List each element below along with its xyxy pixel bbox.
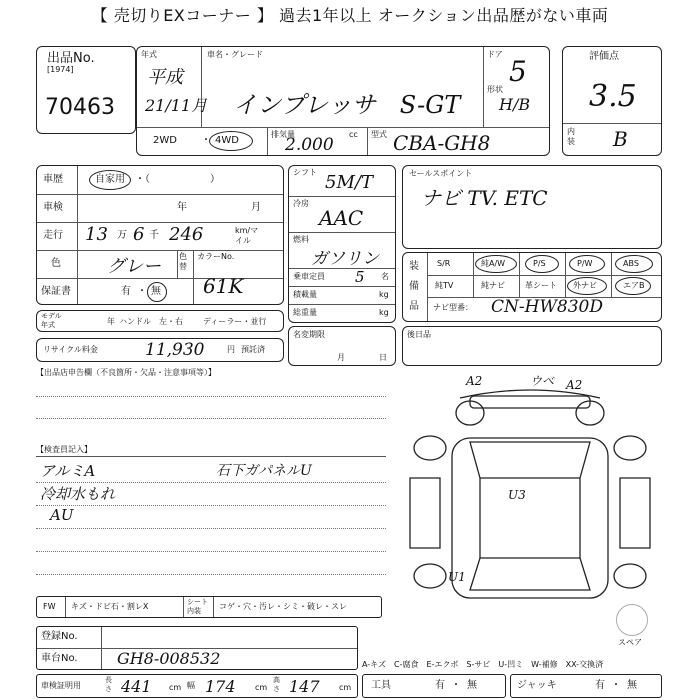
recycle-deposit: 預託済 — [241, 345, 265, 354]
recycle-unit: 円 — [227, 345, 235, 354]
name-change-month: 月 — [337, 353, 345, 362]
tools-row: 工具 有 ・ 無 — [362, 674, 506, 698]
mileage-value2: 6 — [133, 224, 145, 245]
inspector-line-3: AU — [50, 506, 74, 524]
sales-point-box — [402, 165, 662, 249]
model-year-label: モデル年式 — [41, 312, 62, 329]
inspection-month: 月 — [251, 202, 261, 213]
name-change-day: 日 — [379, 353, 387, 362]
lot-sub: [1974] — [47, 65, 74, 74]
retrofit-label: 後日品 — [407, 330, 431, 339]
tools-no: 無 — [467, 680, 477, 691]
warranty-label: 保証書 — [41, 286, 71, 297]
doors-label: ドア — [487, 50, 503, 59]
equip-sr: S/R — [437, 259, 451, 268]
diagram-mark-5: U1 — [448, 570, 466, 584]
displacement-value: 2.000 — [285, 135, 334, 155]
width-unit: cm — [255, 683, 268, 692]
equipment-box — [402, 252, 662, 322]
recycle-value: 11,930 — [145, 340, 205, 360]
sales-point-value: ナビ TV. ETC — [421, 186, 548, 210]
drive-circle — [209, 131, 253, 151]
type-label: 型式 — [371, 130, 387, 139]
inspector-note-right: 石下ガパネルU — [216, 463, 312, 479]
inspector-line-2: 冷却水もれ — [40, 485, 116, 503]
navi-label: ナビ型番： — [433, 303, 473, 312]
year-label: 年式 — [141, 50, 157, 59]
aircon-value: AAC — [319, 206, 364, 230]
mileage-man: 万 — [117, 230, 127, 241]
model-label: 車名・グレード — [207, 50, 263, 59]
color-value: グレー — [107, 256, 161, 277]
equip-ext-navi: 外ナビ — [573, 281, 597, 290]
diagram-mark-2: ウベ — [530, 374, 555, 388]
equip-airbag: エアB — [623, 281, 645, 290]
score-box — [562, 46, 662, 156]
displacement-unit: cc — [349, 130, 358, 139]
interior-value: B — [613, 127, 628, 151]
jack-yes: 有 — [595, 680, 605, 691]
diagram-mark-1: A2 — [466, 374, 483, 388]
shift-value: 5M/T — [325, 172, 373, 193]
model-year-dealer: ディーラー・並行 — [203, 317, 267, 326]
equip-aw: 純A/W — [481, 259, 506, 268]
recycle-label: リサイクル料金 — [43, 345, 98, 354]
equip-leather: 革シート — [525, 281, 557, 290]
spare-tire-icon — [616, 604, 648, 636]
gross-label: 総重量 — [293, 308, 317, 317]
gross-unit: kg — [379, 308, 389, 317]
retrofit-box — [402, 326, 662, 366]
chassis-label: 車台No. — [41, 653, 78, 664]
dimensions-label: 車検証明用 — [41, 681, 81, 690]
length-unit: cm — [169, 683, 182, 692]
inspection-year: 年 — [177, 202, 187, 213]
fw-text: キズ・ドビ石・割レX — [71, 602, 149, 611]
score-value: 3.5 — [589, 79, 637, 114]
diagram-mark-4: U3 — [508, 488, 526, 502]
damage-legend: A-キズ C-腐食 E-エクボ S-サビ U-凹ミ W-補修 XX-交換済 — [362, 660, 604, 669]
mileage-sen: 千 — [149, 230, 159, 241]
seat-label: シート内装 — [187, 598, 208, 615]
drive-4wd: 4WD — [215, 135, 239, 146]
equip-abs: ABS — [623, 259, 639, 268]
spare-label: スペア — [618, 638, 642, 647]
color-code: 61K — [203, 274, 244, 298]
year-era: 平成 — [147, 67, 183, 88]
navi-value: CN-HW830D — [491, 297, 604, 317]
history-selected: 自家用 — [95, 174, 125, 185]
diagram-mark-3: A2 — [566, 378, 583, 392]
fuel-label: 燃料 — [293, 235, 309, 244]
jack-no: 無 — [627, 680, 637, 691]
equip-navi: 純ナビ — [481, 281, 505, 290]
registration-box — [36, 626, 358, 670]
aircon-label: 冷房 — [293, 199, 309, 208]
lot-box — [36, 46, 136, 134]
shape-value: H/B — [499, 95, 531, 114]
shift-label: シフト — [293, 168, 317, 177]
model-year-row — [36, 310, 284, 332]
seat-text: コゲ・穴・汚レ・シミ・破レ・スレ — [219, 602, 347, 611]
model-year-handle: ハンドル 左・右 — [119, 317, 183, 326]
mileage-value1: 13 — [85, 224, 108, 245]
height-value: 147 — [289, 677, 320, 696]
sales-point-label: セールスポイント — [409, 169, 473, 178]
seller-notes-label: 【出品店申告欄（不良箇所・欠品・注意事項等）】 — [36, 368, 216, 377]
spec-box — [288, 165, 396, 323]
color-change: 色替 — [179, 252, 187, 271]
inspection-label: 車検 — [43, 202, 63, 213]
displacement-label: 排気量 — [271, 130, 295, 139]
equip-ps: P/S — [533, 259, 546, 268]
height-unit: cm — [339, 683, 352, 692]
inspector-label: 【検査員記入】 — [36, 445, 92, 454]
tools-yes: 有 — [435, 680, 445, 691]
registration-label: 登録No. — [41, 631, 78, 642]
tools-label: 工具 — [371, 680, 391, 691]
car-damage-diagram — [400, 368, 662, 620]
mileage-value3: 246 — [169, 224, 204, 245]
equip-tv: 純TV — [435, 281, 454, 290]
fw-label: FW — [43, 602, 56, 611]
load-unit: kg — [379, 290, 389, 299]
color-code-label: カラーNo. — [197, 252, 235, 261]
color-label: 色 — [51, 258, 61, 269]
capacity-label: 乗車定員 — [293, 272, 325, 281]
mileage-unit: km/マイル — [235, 226, 259, 245]
name-change-label: 名変期限 — [293, 330, 325, 339]
name-change-box — [288, 326, 396, 366]
inspector-line-1: アルミA — [40, 462, 96, 480]
fuel-value: ガソリン — [311, 249, 379, 269]
equipment-label: 装備品 — [409, 261, 419, 312]
warranty-no: 無 — [151, 286, 161, 297]
type-value: CBA-GH8 — [393, 131, 491, 155]
equip-pw: P/W — [577, 259, 593, 268]
recycle-row — [36, 338, 284, 362]
jack-row: ジャッキ 有 ・ 無 — [510, 674, 662, 698]
shape-label: 形状 — [487, 85, 503, 94]
width-label: 幅 — [187, 681, 195, 690]
load-label: 積載量 — [293, 290, 317, 299]
lot-number: 70463 — [45, 95, 115, 120]
jack-label: ジャッキ — [517, 680, 557, 691]
vehicle-info-box: 年式 平成 21/11月 車名・グレード インプレッサ S-GT ドア 5 形状 H/B 2WD ・ 4WD 排気量 cc 2.000 型式 CBA-GH8 — [136, 46, 550, 156]
length-value: 441 — [121, 677, 152, 696]
year-value: 21/11月 — [145, 96, 208, 115]
capacity-unit: 名 — [381, 272, 389, 281]
history-label: 車歴 — [43, 174, 63, 185]
height-label: 高さ — [273, 676, 280, 693]
width-value: 174 — [205, 677, 236, 696]
warranty-yes: 有 — [121, 286, 131, 297]
lot-label: 出品No. — [47, 51, 95, 66]
interior-label: 内装 — [567, 127, 575, 146]
page-banner: 【 売切りEXコーナー 】 過去1年以上 オークション出品歴がない車両 — [0, 0, 700, 32]
model-value: インプレッサ S-GT — [233, 91, 461, 119]
length-label: 長さ — [105, 676, 112, 693]
score-label: 評価点 — [589, 51, 619, 62]
mileage-label: 走行 — [43, 230, 63, 241]
history-box: 車歴 自家用 ・（ ） 車検 年 月 走行 13 万 6 千 246 km/マイル 色 グレー 色替 カラーNo. 61K 保証書 有 ・ 無 — [36, 165, 284, 305]
model-year-year: 年 — [107, 317, 115, 326]
capacity-value: 5 — [355, 268, 365, 286]
fw-row — [36, 596, 382, 618]
chassis-value: GH8-008532 — [117, 649, 221, 668]
doors-value: 5 — [509, 55, 527, 88]
drive-2wd: 2WD — [153, 135, 177, 146]
history-rest: ・（ ） — [135, 174, 220, 185]
dimensions-row — [36, 674, 358, 698]
